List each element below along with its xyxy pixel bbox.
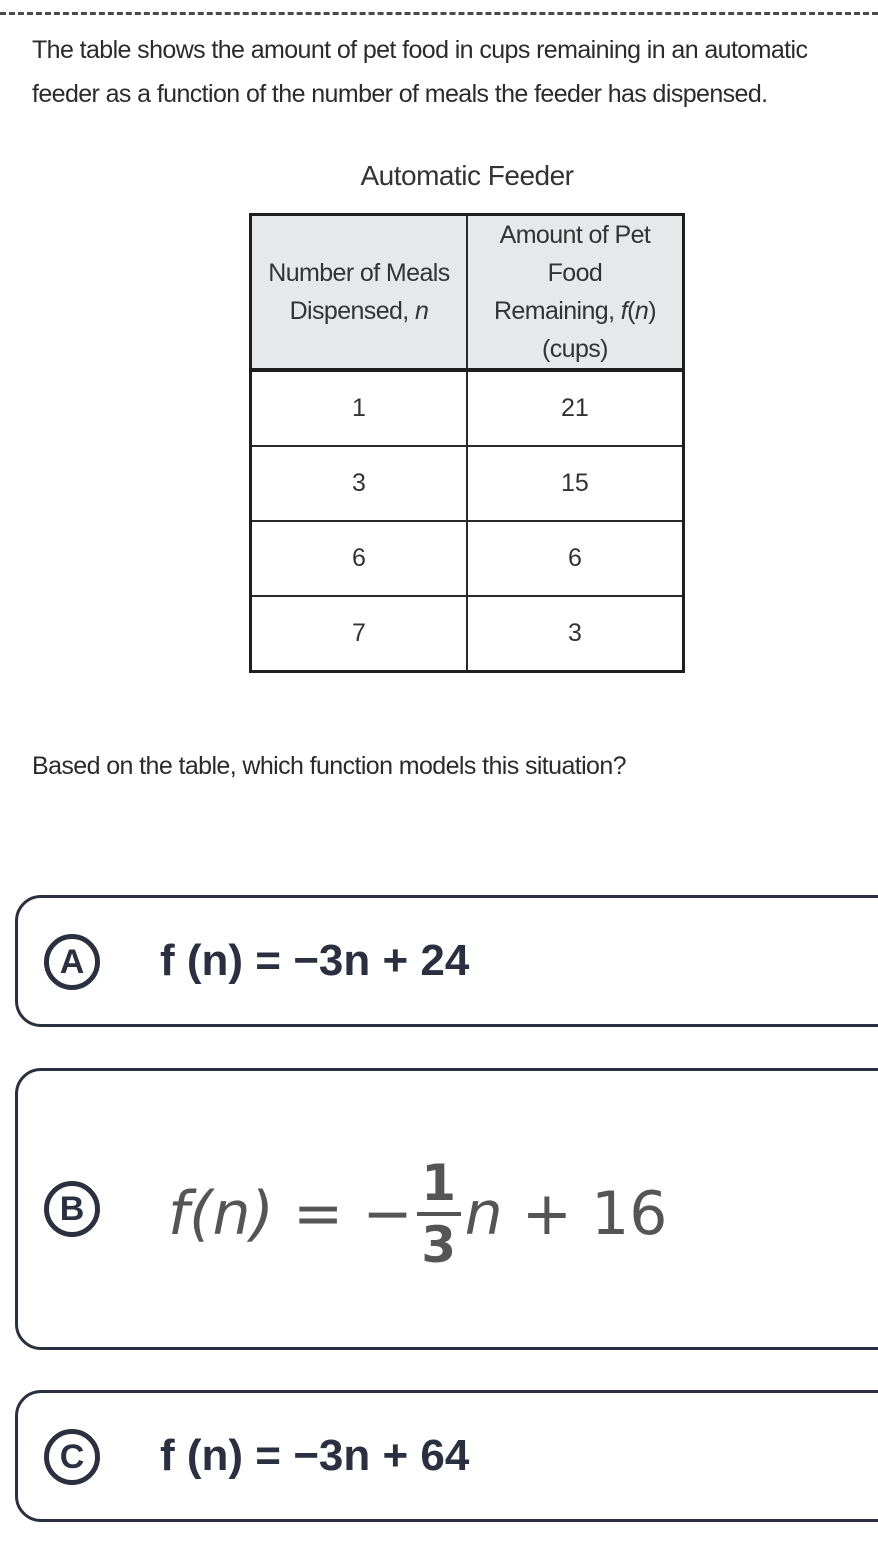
header-food-line1: Amount of Pet Food [499,221,651,287]
header-food-unit: (cups) [542,335,608,363]
option-c-expression: f (n) = −3n + 64 [160,1431,470,1480]
cell-food: 21 [467,370,684,446]
dashed-divider [0,12,878,15]
table-title: Automatic Feeder [360,160,574,191]
header-food-line2: Remaining, [493,297,621,325]
header-meals-dispensed [251,215,467,371]
fraction-numerator: 1 [421,1154,457,1212]
option-b-fraction [417,1154,461,1274]
table-row [251,596,684,672]
cell-meals: 7 [251,596,467,672]
header-meals-variable: n [415,297,429,325]
header-food-remaining: Amount of Pet Food Remaining, f(n) (cups) [467,215,684,371]
answer-option-c[interactable] [15,1390,878,1522]
option-letter-a-icon: A [44,934,100,990]
option-b-variable: n [464,1179,503,1249]
table-header-row [251,215,684,371]
option-letter-c-icon: C [44,1429,100,1485]
option-b-rest: + 16 [502,1179,668,1249]
header-meals-line2: Dispensed, [289,297,415,325]
cell-food: 6 [467,521,684,596]
table-row [251,521,684,596]
feeder-table [249,213,685,673]
header-meals-line1: Number of Meals [268,259,450,287]
cell-meals: 3 [251,446,467,521]
question-prompt: Based on the table, which function models this situation? [32,752,626,780]
cell-food: 15 [467,446,684,521]
option-b-lhs: f(n) = − [168,1179,413,1249]
cell-meals: 1 [251,370,467,446]
fraction-denominator: 3 [421,1216,457,1274]
header-food-function: f [620,297,628,325]
option-a-expression: f (n) = −3n + 24 [160,936,470,985]
cell-meals: 6 [251,521,467,596]
table-row [251,446,684,521]
option-b-expression [168,1129,667,1299]
answer-option-b[interactable] [15,1068,878,1350]
question-intro: The table shows the amount of pet food in cups remaining in an automatic feeder as a function of the number of meals the feeder has dispensed. [32,36,808,108]
cell-food: 3 [467,596,684,672]
option-letter-b-icon: B [44,1181,100,1237]
table-row [251,370,684,446]
header-food-variable: n [634,297,649,325]
answer-option-a[interactable] [15,895,878,1027]
